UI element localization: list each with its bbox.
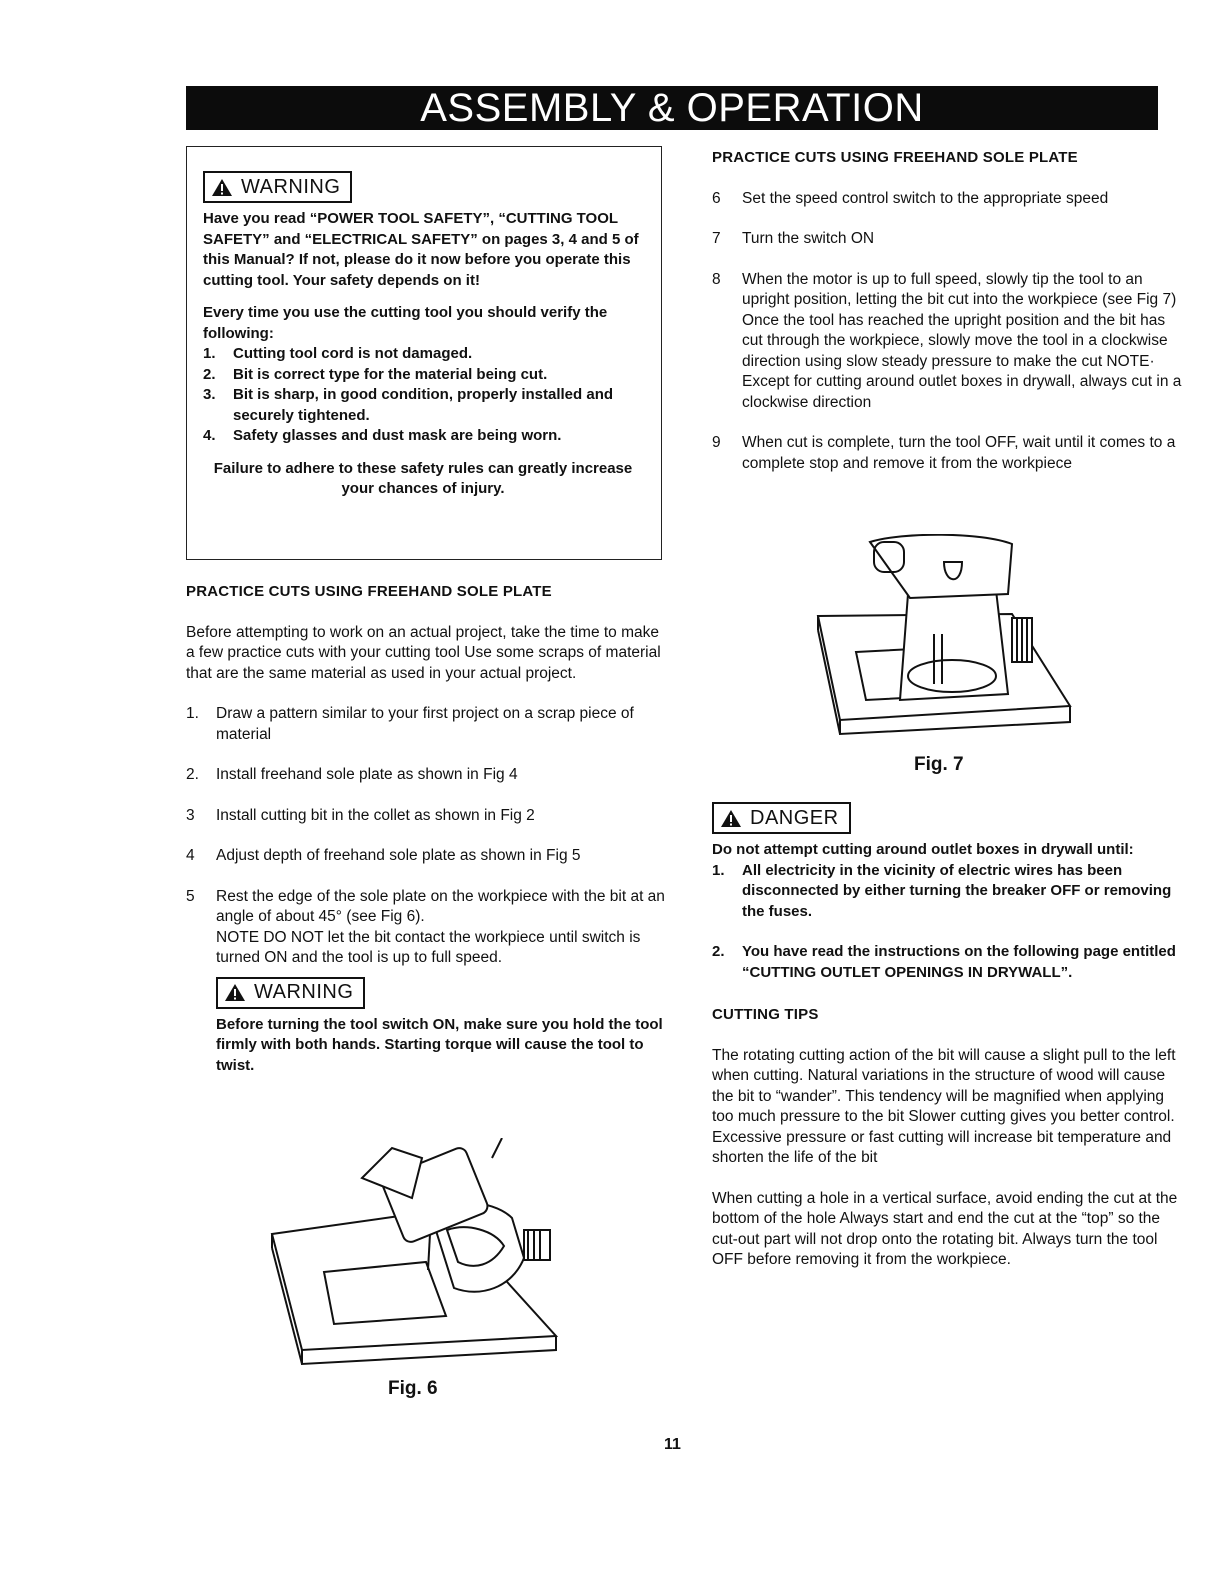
danger-tag	[712, 802, 851, 834]
warning-triangle-icon	[224, 983, 246, 1002]
tips-paragraph: When cutting a hole in a vertical surface, avoid ending the cut at the bottom of the hole Always start and end the cut at the “top” so the cut-out part will not drop onto the rotating bit. Always turn the tool OFF before removing it from the workpiece.	[712, 1189, 1178, 1268]
tips-paragraph: The rotating cutting action of the bit will cause a slight pull to the left when cutting. Natural variations in the structure of wood will cause the bit to “wander”. This tendency will be magnified when applying too much pressure to the bit Slower cutting gives you better control. Excessive pressure or fast cutting will increase bit temperature and shorten the life of the bit	[712, 1046, 1176, 1166]
warning-triangle-icon	[211, 178, 233, 197]
danger-tag-label: DANGER	[750, 806, 839, 829]
list-item: 3 Install cutting bit in the collet as shown in Fig 2	[186, 806, 535, 824]
intro-paragraph: Before attempting to work on an actual project, take the time to make a few practice cuts with your cutting tool Use some scraps of material that are the same material as used in your actual project.	[186, 623, 661, 682]
list-item: 9 When cut is complete, turn the tool OFF, wait until it comes to a complete stop and remove it from the workpiece	[712, 434, 1176, 472]
page-number: 11	[664, 1436, 681, 1453]
danger-list	[712, 861, 1182, 984]
warning-tag-label: WARNING	[254, 981, 354, 1004]
warning-tag-label: WARNING	[241, 175, 341, 198]
section-heading: CUTTING TIPS	[712, 1006, 819, 1023]
figure-6-caption: Fig. 6	[388, 1378, 438, 1399]
warning-verify-text: Every time you use the cutting tool you should verify the following:	[203, 304, 608, 342]
list-item: 4 Adjust depth of freehand sole plate as shown in Fig 5	[186, 847, 581, 864]
warning-box	[186, 146, 662, 560]
warning-tag	[216, 977, 365, 1009]
warning-paragraph: Have you read “POWER TOOL SAFETY”, “CUTTING TOOL SAFETY” and “ELECTRICAL SAFETY” on pages 3, 4 and 5 of this Manual? If not, please do it now before you operate this cutting tool. Your safety depends on it!	[203, 210, 639, 289]
section-heading: PRACTICE CUTS USING FREEHAND SOLE PLATE	[712, 149, 1078, 166]
section-heading: PRACTICE CUTS USING FREEHAND SOLE PLATE	[186, 583, 552, 600]
list-item: 7 Turn the switch ON	[712, 230, 875, 247]
steps-list	[186, 704, 666, 928]
note-text: NOTE DO NOT let the bit contact the workpiece until switch is turned ON and the tool is up to full speed.	[216, 928, 641, 966]
list-item: 1. Draw a pattern similar to your first project on a scrap piece of material	[186, 705, 634, 743]
warning-text: Before turning the tool switch ON, make sure you hold the tool firmly with both hands. Starting torque will cause the tool to twist.	[216, 1015, 663, 1074]
list-item: 3. Bit is sharp, in good condition, properly installed and securely tightened.	[203, 386, 614, 424]
list-item: 8 When the motor is up to full speed, slowly tip the tool to an upright position, letting the bit cut into the workpiece (see Fig 7) Once the tool has reached the upright position and the bit has cut through the workpiece, slowly move the tool in a clockwise direction using slow steady pressure to make the cut NOTE· Except for cutting around outlet boxes in drywall, always cut in a clockwise direction	[712, 270, 1182, 411]
section-banner: ASSEMBLY & OPERATION	[186, 86, 1158, 130]
list-item: 2. You have read the instructions on the following page entitled “CUTTING OUTLET OPENINGS IN DRYWALL”.	[712, 943, 1176, 981]
list-item: 5 Rest the edge of the sole plate on the workpiece with the bit at an angle of about 45° (see Fig 6).	[186, 887, 665, 925]
warning-footer: Failure to adhere to these safety rules can greatly increase your chances of injury.	[213, 459, 633, 497]
list-item: 1. Cutting tool cord is not damaged.	[203, 345, 473, 362]
list-item: 6 Set the speed control switch to the appropriate speed	[712, 189, 1109, 207]
figure-6-illustration	[262, 1138, 562, 1366]
figure-7-caption: Fig. 7	[914, 754, 964, 775]
list-item: 2. Install freehand sole plate as shown in Fig 4	[186, 766, 518, 783]
warning-checklist	[203, 344, 643, 447]
warning-tag	[203, 171, 352, 203]
danger-intro: Do not attempt cutting around outlet boxes in drywall until:	[712, 841, 1134, 858]
figure-7-illustration	[812, 534, 1076, 740]
list-item: 2. Bit is correct type for the material being cut.	[203, 365, 548, 383]
list-item: 4. Safety glasses and dust mask are being worn.	[203, 427, 562, 444]
steps-list	[712, 189, 1182, 475]
list-item: 1. All electricity in the vicinity of electric wires has been disconnected by either turning the breaker OFF or removing the fuses.	[712, 861, 1172, 920]
warning-triangle-icon	[720, 809, 742, 828]
